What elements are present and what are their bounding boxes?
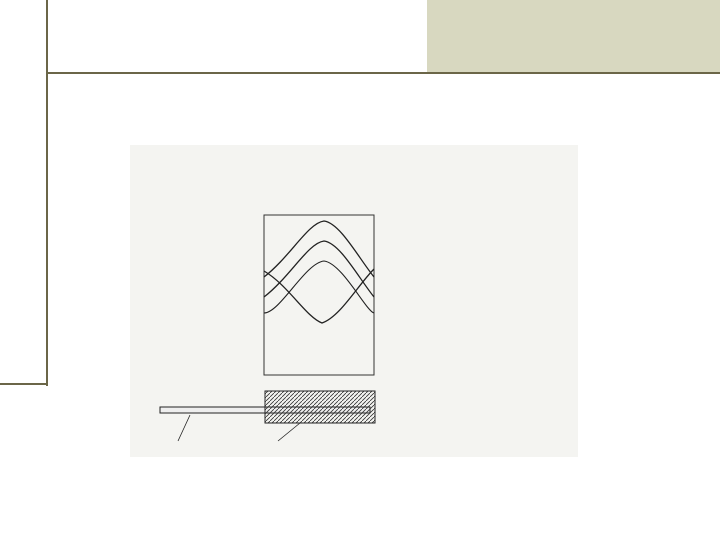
header-rule [46,72,720,74]
curve-i [264,269,374,323]
coil-body [265,391,375,423]
curve-z [264,221,374,277]
sidebar-title [0,0,46,384]
coil-pointer [278,423,300,441]
sidebar-bottom-divider [0,383,48,385]
figure-svg [130,145,578,457]
scanned-figure [130,145,578,457]
sidebar-divider [46,0,48,386]
header-topic-box [427,0,720,72]
core-pointer [178,415,190,441]
plot-frame [264,215,374,375]
curve-r [264,261,374,313]
